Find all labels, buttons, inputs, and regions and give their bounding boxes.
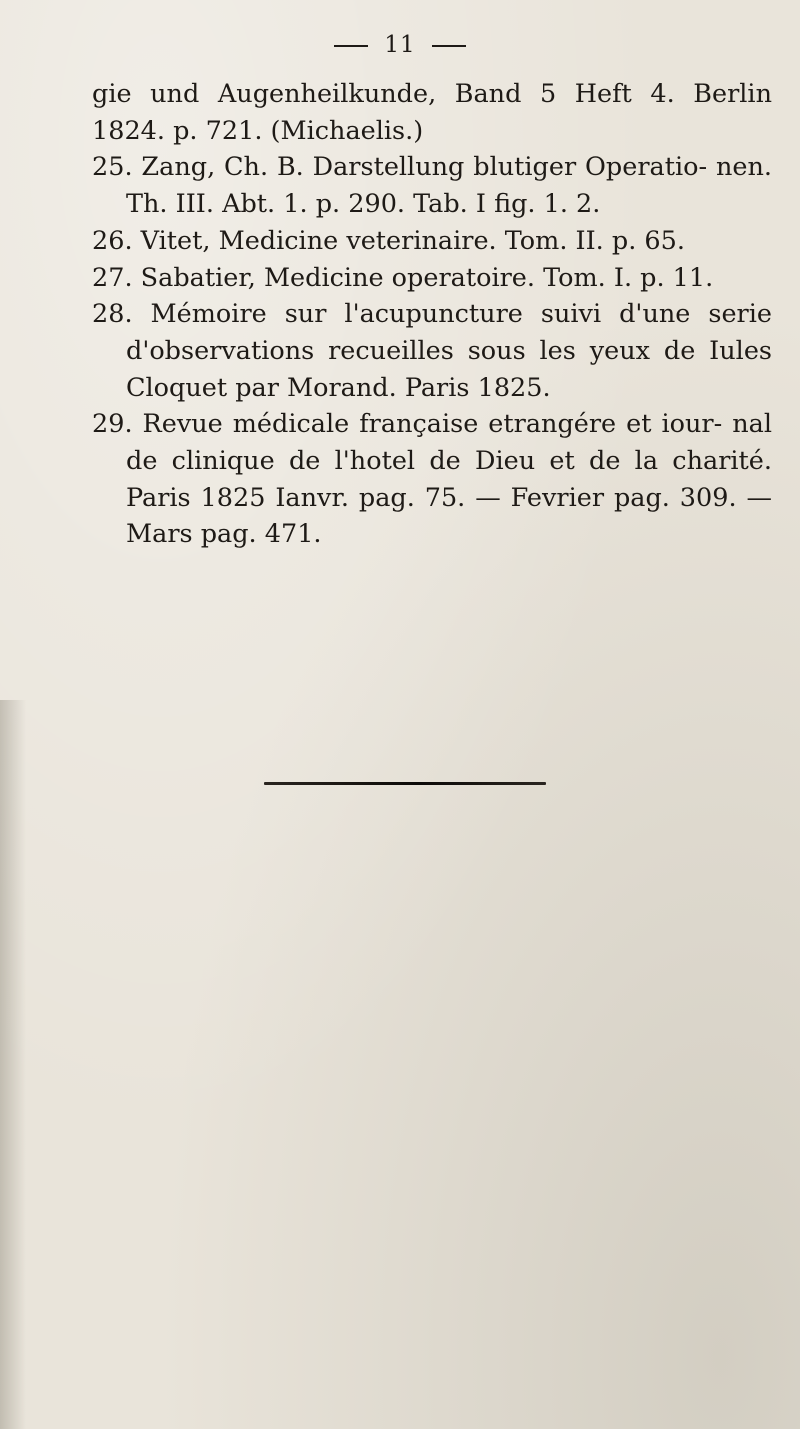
bibliography-entry-25: 25. Zang, Ch. B. Darstellung blutiger Operatio- nen. Th. III. Abt. 1. p. 290. Tab. I fig. 1. 2. <box>92 152 772 220</box>
bibliography-entry-26: 26. Vitet, Medicine veterinaire. Tom. II. p. 65. <box>92 225 685 256</box>
bibliography-entry-continued: gie und Augenheilkunde, Band 5 Heft 4. Berlin 1824. p. 721. (Michaelis.) <box>92 79 772 146</box>
page-number <box>0 32 800 58</box>
bibliography-entry-29: 29. Revue médicale française etrangére et iour- nal de clinique de l'hotel de Dieu et de la charité. Paris 1825 Ianvr. pag. 75. — Fevrier pag. 309. — Mars pag. 471. <box>92 409 772 550</box>
page-edge-shadow <box>0 700 26 1429</box>
folio-dash-left <box>334 45 368 47</box>
page-number-text: 11 <box>384 32 416 58</box>
bibliography-entry-28: 28. Mémoire sur l'acupuncture suivi d'une serie d'observations recueilles sous les yeux de Iules Cloquet par Morand. Paris 1825. <box>92 299 772 403</box>
bibliography-text <box>92 76 772 553</box>
section-end-rule <box>264 782 546 785</box>
bibliography-entry-27: 27. Sabatier, Medicine operatoire. Tom. I. p. 11. <box>92 262 714 293</box>
folio-dash-right <box>432 45 466 47</box>
